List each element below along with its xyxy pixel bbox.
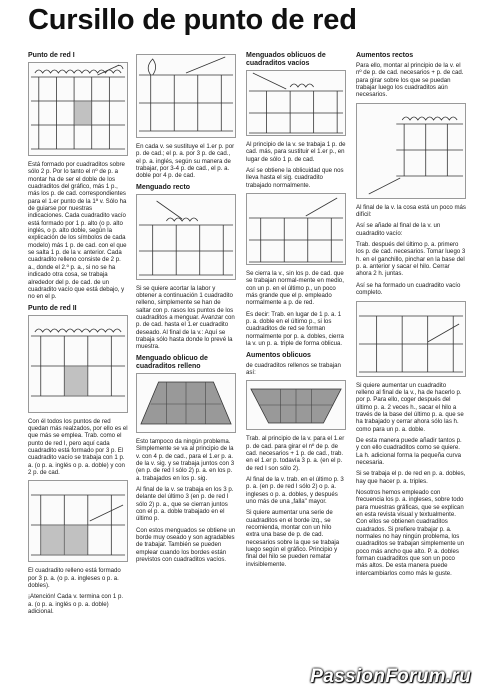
paragraph: Con él todos los puntos de red quedan más realzados, por ello es el que más se emplea. Trab. como el punto de red I, pero aquí cada cuadradito está formado por 3 p. El cuadradito vacío se trabaja con 1 p. a. (o p. a. inglés o p. a. doble) y con 2 p. de cad. xyxy=(28,417,128,476)
paragraph: Así se obtiene la oblicuidad que nos lleva hasta el sig. cuadradito trabajado normalmente. xyxy=(246,167,344,189)
illustration-menguado-vacio xyxy=(246,70,346,136)
paragraph: Si se quiere acortar la labor y obtener a continuación 1 cuadradito relleno, simplemente se han de saltar con p. rasos los puntos de los cuadraditos a menguar. Avanzar con p. de cad. hasta el 1.er cuadradito deseado. Al final de la v.: Aquí se trabaja sólo hasta donde lo prevé la muestra. xyxy=(136,284,235,351)
section-heading-punto-red-2: Punto de red II xyxy=(28,304,77,312)
paragraph: Con estos menguados se obtiene un borde muy oseado y son agradables de trabajar. También se pueden emplear cuando los bordes están previstos con cuadraditos vacíos. xyxy=(136,526,236,563)
paragraph: Esto tampoco da ningún problema. Simplemente se va al principio de la v. con 4 p. de cad., para el 1.er p. a. de la v. sig. y se trabaja juntos con 3 (en p. de red I sólo 2) p. a. en los p. a. trabajados en los p. sig. xyxy=(136,437,235,482)
paragraph: En cada v. se sustituye el 1.er p. por p. de cad.; el p. a. por 3 p. de cad., el p. a. inglés, según su manera de trabajar, por 3-4 p. de cad., el p. a. doble por 4 p. de cad. xyxy=(136,143,235,180)
column-3 xyxy=(246,52,346,572)
paragraph: Se cierra la v., sin los p. de cad. que se trabajan normal-mente en medio, con un p. en el último p., un poco más grande que el p. empleado normalmente a p. de red. xyxy=(246,270,344,307)
illustration-menguado-recto xyxy=(136,194,236,280)
section-heading-menguado-oblicuo-relleno: Menguado oblicuo de cuadraditos relleno xyxy=(136,354,208,370)
illustration-punto-red-2 xyxy=(28,315,128,413)
section-heading-aumentos-oblicuos: Aumentos oblicuos xyxy=(246,351,311,359)
paragraph: El cuadradito relleno está formado por 3 p. a. (o p. a. ingleses o p. a. dobles). xyxy=(28,567,121,589)
paragraph: Así se ha formado un cuadradito vacío completo. xyxy=(356,281,461,297)
paragraph: de cuadraditos rellenos se trabajan así: xyxy=(246,361,341,376)
paragraph: De esta manera puede añadir tantos p. y con ello cuadraditos como se quiere. La h. adicional forma la pequeña curva necesaria. xyxy=(356,436,462,466)
paragraph: Si quiere aumentar un cuadradito relleno al final de la v., ha de hacerlo p. por p. Para ello, coger después del último p. a. 2 veces h., sacar el hilo a través de la base del último p. a. que se ha trabajado y cerrar ahora sólo las h. como para un p. a. doble. xyxy=(356,381,464,433)
illustration-aumento-recto xyxy=(356,103,466,199)
column-4 xyxy=(356,52,466,581)
note: ¡Atención! Cada v. termina con 1 p. a. (o p. a. inglés o p. a. doble) adicional. xyxy=(28,593,124,615)
paragraph: Así se añade al final de la v. un cuadradito vacío: xyxy=(356,222,441,237)
watermark: PassionForum.ru xyxy=(310,666,471,687)
section-heading-punto-red-1: Punto de red I xyxy=(28,52,75,59)
illustration-cuadradito-relleno xyxy=(28,480,128,562)
paragraph: Nosotros hemos empleado con frecuencia los p. a. ingleses, sobre todo para muestras gráficas, que se explican en esta revista visual y textualmente. Con ellos se obtienen cuadraditos cuadrados. Si prefiere trabajar p. a. normales no hay ningún problema, los cuadraditos se trabajan simplemente un poco más ancho que alto. P. a. dobles forman cuadraditos que son un poco más altos. De esta manera puede intercambiarlos como más le guste. xyxy=(356,488,465,577)
paragraph: Para ello, montar al principio de la v. el nº de p. de cad. necesarios + p. de cad. para girar sobre los que se puedan trabajar luego los cuadraditos aún necesarios. xyxy=(356,62,464,99)
paragraph: Si se trabaja el p. de red en p. a. dobles, hay que hacer p. a. triples. xyxy=(356,470,466,485)
illustration-cuadradito-vacio-completo xyxy=(356,301,466,377)
section-heading-menguados-oblicuos-vacios: Menguados oblicuos de cuadraditos vacíos xyxy=(246,52,326,67)
paragraph: Trab. después del último p. a. primero los p. de cad. necesarios. Tomar luego 3 h. en el ganchillo, pinchar en la base del p. a. anterior y sacar el hilo. Cerrar ahora 2 h. juntas. xyxy=(356,241,466,278)
illustration-sustitucion xyxy=(136,54,236,138)
paragraph: Al final de la v. se trabaja en los 3 p. delante del último 3 (en p. de red I sólo 2) p. a., que se cierran juntos con el p. a. doble trabajado en el último p. xyxy=(136,485,234,523)
column-2 xyxy=(136,52,236,567)
section-heading-aumentos-rectos: Aumentos rectos xyxy=(356,52,414,59)
illustration-menguado-oblicuo xyxy=(136,373,236,433)
paragraph: Al final de la v. la cosa está un poco más difícil: xyxy=(356,203,466,219)
column-1 xyxy=(28,52,128,619)
paragraph: Si quiere aumentar una serie de cuadraditos en el borde izq., se recomienda, montar con un hilo extra una base de p. de cad. necesarios sobre la que se trabaja luego según el gráfico. Principio y final del hilo se pueden rematar invisiblemente. xyxy=(246,509,340,568)
paragraph: Está formado por cuadraditos sobre sólo 2 p. Por lo tanto el nº de p. a montar ha de ser el doble de los cuadraditos del gráfico, más 1 p., más los p. de cad. correspondientes para el 1.er punto de la 1ª v. Sólo ha de guiarse por nuestras indicaciones. Cada cuadradito vacío está formado por 1 p. alto (o p. alto inglés, o p. alto doble, según la explicación de los símbolos de cada modelo) más 1 p. de cad. con el que se salta 1 p. de la v. anterior. Cada cuadradito relleno consiste de 2 p. a., donde el 2.º p. a., si no se ha indicado otra cosa, se trabaja alrededor del p. de cad. de un cuadradito vacío que está debajo, y no en el p. xyxy=(28,161,127,301)
paragraph: Al principio de la v. se trabaja 1 p. de cad. más, para sustituir el 1.er p., en lugar de sólo 1 p. de cad. xyxy=(246,141,346,163)
illustration-cierre-vuelta xyxy=(246,193,346,265)
paragraph: Es decir: Trab. en lugar de 1 p. a. 1 p. a. doble en el último p., si los cuadraditos de red se forman normalmente por p. a. dobles, cierra la v. un p. a. triple de forma oblicua. xyxy=(246,310,344,348)
page-title: Cursillo de punto de red xyxy=(28,4,357,36)
illustration-aumento-oblicuo xyxy=(246,380,346,430)
paragraph: Trab. al principio de la v. para el 1.er p. de cad. para girar el nº de p. de cad. necesarios + 1 p. de cad., trab. en el 1.er p. todavía 3 p. a. (en el p. de red I son sólo 2). xyxy=(246,435,345,472)
section-heading-menguado-recto: Menguado recto xyxy=(136,183,191,191)
paragraph: Al final de la v. trab. en el último p. 3 p. a. (en p. de red I sólo 2) o p. a. ingleses o p. a. dobles, y después uno más de una „falla" mayor. xyxy=(246,475,344,505)
illustration-punto-red-1 xyxy=(28,62,128,156)
